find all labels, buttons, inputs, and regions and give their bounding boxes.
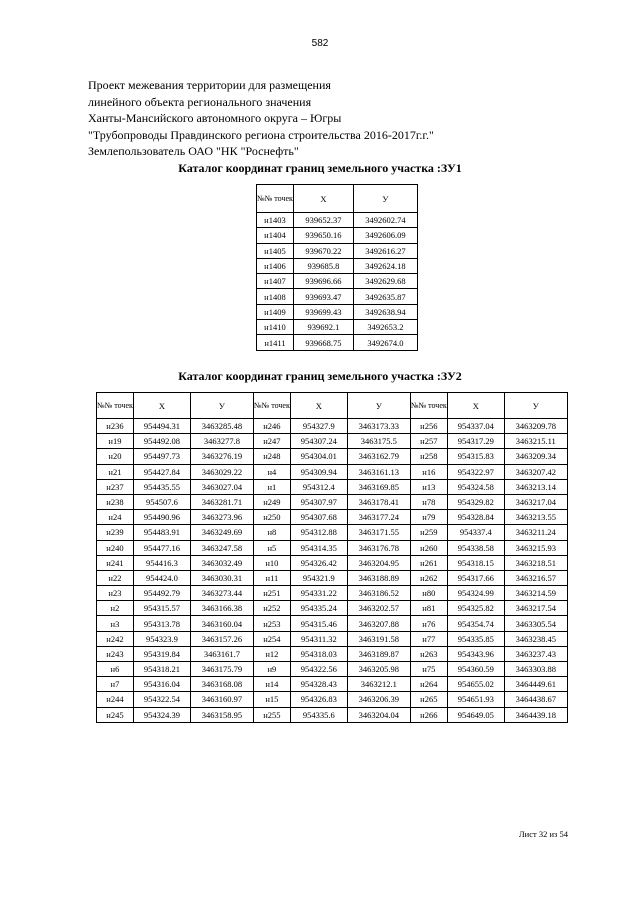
- point-id-cell: н1409: [257, 304, 294, 319]
- point-id-cell: н10: [253, 555, 290, 570]
- point-id-cell: н261: [410, 555, 447, 570]
- point-id-cell: н22: [97, 570, 134, 585]
- point-id-cell: н242: [97, 631, 134, 646]
- y-coordinate-cell: 3463032.49: [190, 555, 253, 570]
- x-coordinate-cell: 954649.05: [447, 707, 504, 722]
- x-coordinate-cell: 954360.59: [447, 662, 504, 677]
- y-coordinate-cell: 3463273.44: [190, 586, 253, 601]
- point-id-cell: н23: [97, 586, 134, 601]
- x-coordinate-cell: 954335.24: [290, 601, 347, 616]
- y-coordinate-cell: 3463276.19: [190, 449, 253, 464]
- point-id-cell: н2: [97, 601, 134, 616]
- point-id-cell: н259: [410, 525, 447, 540]
- table-row: [257, 228, 418, 243]
- x-coordinate-cell: 954424.0: [133, 570, 190, 585]
- table-row: [97, 434, 568, 449]
- y-coordinate-cell: 3492635.87: [353, 289, 417, 304]
- table-row: [97, 449, 568, 464]
- x-coordinate-cell: 954655.02: [447, 677, 504, 692]
- point-id-cell: н15: [253, 692, 290, 707]
- point-id-cell: н249: [253, 494, 290, 509]
- document-header: [88, 77, 434, 160]
- table-row: [257, 335, 418, 350]
- y-coordinate-cell: 3463030.31: [190, 570, 253, 585]
- point-id-cell: н246: [253, 419, 290, 434]
- point-id-cell: н247: [253, 434, 290, 449]
- point-id-cell: н21: [97, 464, 134, 479]
- point-id-cell: н239: [97, 525, 134, 540]
- table-row: [97, 692, 568, 707]
- y-coordinate-cell: 3463212.1: [347, 677, 410, 692]
- x-coordinate-cell: 954435.55: [133, 479, 190, 494]
- y-coordinate-cell: 3463207.42: [504, 464, 567, 479]
- y-coordinate-cell: 3463027.04: [190, 479, 253, 494]
- y-coordinate-cell: 3463029.22: [190, 464, 253, 479]
- y-coordinate-cell: 3463213.14: [504, 479, 567, 494]
- point-id-cell: н19: [97, 434, 134, 449]
- point-id-cell: н3: [97, 616, 134, 631]
- x-coordinate-cell: 954477.16: [133, 540, 190, 555]
- point-id-cell: н1407: [257, 274, 294, 289]
- y-coordinate-cell: 3463213.55: [504, 510, 567, 525]
- y-coordinate-cell: 3463191.58: [347, 631, 410, 646]
- table-row: [97, 540, 568, 555]
- sheet-counter: Лист 32 из 54: [518, 829, 568, 839]
- table-row: [257, 304, 418, 319]
- point-id-cell: н253: [253, 616, 290, 631]
- point-id-cell: н76: [410, 616, 447, 631]
- point-id-cell: н81: [410, 601, 447, 616]
- point-id-cell: н257: [410, 434, 447, 449]
- x-coordinate-cell: 954318.03: [290, 646, 347, 661]
- x-coordinate-cell: 954307.97: [290, 494, 347, 509]
- x-coordinate-cell: 939652.37: [293, 213, 353, 228]
- y-coordinate-cell: 3463188.89: [347, 570, 410, 585]
- x-coordinate-cell: 954326.83: [290, 692, 347, 707]
- x-coordinate-cell: 954322.54: [133, 692, 190, 707]
- column-header-point: №№ точек: [253, 393, 290, 419]
- x-coordinate-cell: 954490.96: [133, 510, 190, 525]
- table-row: [97, 601, 568, 616]
- point-id-cell: н262: [410, 570, 447, 585]
- x-coordinate-cell: 954315.57: [133, 601, 190, 616]
- y-coordinate-cell: 3463247.58: [190, 540, 253, 555]
- point-id-cell: н254: [253, 631, 290, 646]
- point-id-cell: н4: [253, 464, 290, 479]
- x-coordinate-cell: 954329.82: [447, 494, 504, 509]
- x-coordinate-cell: 954312.4: [290, 479, 347, 494]
- y-coordinate-cell: 3463177.24: [347, 510, 410, 525]
- x-coordinate-cell: 954494.31: [133, 419, 190, 434]
- x-coordinate-cell: 954321.9: [290, 570, 347, 585]
- y-coordinate-cell: 3463166.38: [190, 601, 253, 616]
- table-row: [257, 258, 418, 273]
- point-id-cell: н14: [253, 677, 290, 692]
- table-header-row: [257, 185, 418, 213]
- column-header-y: У: [347, 393, 410, 419]
- y-coordinate-cell: 3463160.97: [190, 692, 253, 707]
- x-coordinate-cell: 954324.39: [133, 707, 190, 722]
- x-coordinate-cell: 954311.32: [290, 631, 347, 646]
- point-id-cell: н8: [253, 525, 290, 540]
- y-coordinate-cell: 3463249.69: [190, 525, 253, 540]
- header-line: "Трубопроводы Правдинского региона строительства 2016-2017г.г.": [88, 127, 434, 142]
- x-coordinate-cell: 954307.24: [290, 434, 347, 449]
- y-coordinate-cell: 3492629.68: [353, 274, 417, 289]
- point-id-cell: н12: [253, 646, 290, 661]
- y-coordinate-cell: 3464449.61: [504, 677, 567, 692]
- table-row: [97, 479, 568, 494]
- point-id-cell: н1411: [257, 335, 294, 350]
- point-id-cell: н265: [410, 692, 447, 707]
- y-coordinate-cell: 3492653.2: [353, 320, 417, 335]
- table-row: [97, 494, 568, 509]
- x-coordinate-cell: 954317.66: [447, 570, 504, 585]
- y-coordinate-cell: 3463277.8: [190, 434, 253, 449]
- table-row: [97, 662, 568, 677]
- y-coordinate-cell: 3463303.88: [504, 662, 567, 677]
- y-coordinate-cell: 3492606.09: [353, 228, 417, 243]
- y-coordinate-cell: 3463217.04: [504, 494, 567, 509]
- y-coordinate-cell: 3463211.24: [504, 525, 567, 540]
- x-coordinate-cell: 939685.8: [293, 258, 353, 273]
- point-id-cell: н6: [97, 662, 134, 677]
- y-coordinate-cell: 3463157.26: [190, 631, 253, 646]
- x-coordinate-cell: 954328.84: [447, 510, 504, 525]
- point-id-cell: н80: [410, 586, 447, 601]
- x-coordinate-cell: 954492.08: [133, 434, 190, 449]
- header-line: линейного объекта регионального значения: [88, 94, 312, 109]
- x-coordinate-cell: 939668.75: [293, 335, 353, 350]
- y-coordinate-cell: 3463204.04: [347, 707, 410, 722]
- x-coordinate-cell: 939670.22: [293, 243, 353, 258]
- column-header-y: У: [353, 185, 417, 213]
- point-id-cell: н248: [253, 449, 290, 464]
- point-id-cell: н264: [410, 677, 447, 692]
- x-coordinate-cell: 954324.58: [447, 479, 504, 494]
- point-id-cell: н9: [253, 662, 290, 677]
- point-id-cell: н5: [253, 540, 290, 555]
- coordinates-table-zu1: [256, 184, 418, 351]
- y-coordinate-cell: 3463161.13: [347, 464, 410, 479]
- point-id-cell: н1404: [257, 228, 294, 243]
- y-coordinate-cell: 3463206.39: [347, 692, 410, 707]
- y-coordinate-cell: 3463215.93: [504, 540, 567, 555]
- x-coordinate-cell: 954337.4: [447, 525, 504, 540]
- column-header-point: №№ точек: [410, 393, 447, 419]
- x-coordinate-cell: 939692.1: [293, 320, 353, 335]
- x-coordinate-cell: 954304.01: [290, 449, 347, 464]
- column-header-x: Х: [447, 393, 504, 419]
- x-coordinate-cell: 954507.6: [133, 494, 190, 509]
- x-coordinate-cell: 954325.82: [447, 601, 504, 616]
- column-header-y: У: [504, 393, 567, 419]
- point-id-cell: н77: [410, 631, 447, 646]
- column-header-x: Х: [133, 393, 190, 419]
- table-row: [257, 213, 418, 228]
- table-row: [257, 320, 418, 335]
- y-coordinate-cell: 3463168.08: [190, 677, 253, 692]
- x-coordinate-cell: 954313.78: [133, 616, 190, 631]
- x-coordinate-cell: 954427.84: [133, 464, 190, 479]
- table-row: [257, 289, 418, 304]
- y-coordinate-cell: 3463162.79: [347, 449, 410, 464]
- point-id-cell: н241: [97, 555, 134, 570]
- x-coordinate-cell: 954354.74: [447, 616, 504, 631]
- y-coordinate-cell: 3464438.67: [504, 692, 567, 707]
- table2-title: Каталог координат границ земельного участка :ЗУ2: [178, 369, 462, 383]
- point-id-cell: н258: [410, 449, 447, 464]
- table-row: [97, 586, 568, 601]
- point-id-cell: н238: [97, 494, 134, 509]
- table-row: [97, 464, 568, 479]
- column-header-x: Х: [290, 393, 347, 419]
- x-coordinate-cell: 954312.88: [290, 525, 347, 540]
- x-coordinate-cell: 954322.97: [447, 464, 504, 479]
- x-coordinate-cell: 939699.43: [293, 304, 353, 319]
- x-coordinate-cell: 954337.04: [447, 419, 504, 434]
- table-row: [97, 419, 568, 434]
- x-coordinate-cell: 954416.3: [133, 555, 190, 570]
- y-coordinate-cell: 3492624.18: [353, 258, 417, 273]
- table-row: [257, 243, 418, 258]
- point-id-cell: н1403: [257, 213, 294, 228]
- y-coordinate-cell: 3463178.41: [347, 494, 410, 509]
- y-coordinate-cell: 3463285.48: [190, 419, 253, 434]
- point-id-cell: н263: [410, 646, 447, 661]
- x-coordinate-cell: 954328.43: [290, 677, 347, 692]
- x-coordinate-cell: 954318.15: [447, 555, 504, 570]
- y-coordinate-cell: 3463171.55: [347, 525, 410, 540]
- point-id-cell: н1: [253, 479, 290, 494]
- y-coordinate-cell: 3463305.54: [504, 616, 567, 631]
- x-coordinate-cell: 954316.04: [133, 677, 190, 692]
- column-header-y: У: [190, 393, 253, 419]
- x-coordinate-cell: 954314.35: [290, 540, 347, 555]
- table-row: [97, 646, 568, 661]
- header-line: Землепользователь ОАО "НК "Роснефть": [88, 144, 299, 158]
- y-coordinate-cell: 3463207.88: [347, 616, 410, 631]
- y-coordinate-cell: 3463216.57: [504, 570, 567, 585]
- table1-body: [257, 213, 418, 351]
- point-id-cell: н75: [410, 662, 447, 677]
- point-id-cell: н79: [410, 510, 447, 525]
- point-id-cell: н78: [410, 494, 447, 509]
- point-id-cell: н16: [410, 464, 447, 479]
- x-coordinate-cell: 954315.83: [447, 449, 504, 464]
- point-id-cell: н1405: [257, 243, 294, 258]
- y-coordinate-cell: 3463158.95: [190, 707, 253, 722]
- point-id-cell: н240: [97, 540, 134, 555]
- column-header-point: №№ точек: [97, 393, 134, 419]
- page-number: 582: [311, 38, 329, 49]
- x-coordinate-cell: 954331.22: [290, 586, 347, 601]
- x-coordinate-cell: 954343.96: [447, 646, 504, 661]
- header-line: Проект межевания территории для размещения: [88, 78, 331, 92]
- point-id-cell: н7: [97, 677, 134, 692]
- x-coordinate-cell: 954307.68: [290, 510, 347, 525]
- x-coordinate-cell: 939650.16: [293, 228, 353, 243]
- x-coordinate-cell: 954326.42: [290, 555, 347, 570]
- point-id-cell: н20: [97, 449, 134, 464]
- point-id-cell: н251: [253, 586, 290, 601]
- x-coordinate-cell: 954309.94: [290, 464, 347, 479]
- coordinates-table-zu2: [96, 392, 568, 723]
- y-coordinate-cell: 3492602.74: [353, 213, 417, 228]
- table-row: [97, 677, 568, 692]
- point-id-cell: н245: [97, 707, 134, 722]
- point-id-cell: н266: [410, 707, 447, 722]
- table-row: [97, 525, 568, 540]
- y-coordinate-cell: 3463273.96: [190, 510, 253, 525]
- table-row: [97, 707, 568, 722]
- table-row: [97, 616, 568, 631]
- y-coordinate-cell: 3463218.51: [504, 555, 567, 570]
- x-coordinate-cell: 954315.46: [290, 616, 347, 631]
- point-id-cell: н243: [97, 646, 134, 661]
- y-coordinate-cell: 3463169.85: [347, 479, 410, 494]
- y-coordinate-cell: 3492616.27: [353, 243, 417, 258]
- y-coordinate-cell: 3463175.79: [190, 662, 253, 677]
- x-coordinate-cell: 954335.85: [447, 631, 504, 646]
- y-coordinate-cell: 3492638.94: [353, 304, 417, 319]
- point-id-cell: н244: [97, 692, 134, 707]
- y-coordinate-cell: 3492674.0: [353, 335, 417, 350]
- point-id-cell: н13: [410, 479, 447, 494]
- x-coordinate-cell: 939693.47: [293, 289, 353, 304]
- table-row: [97, 631, 568, 646]
- y-coordinate-cell: 3463281.71: [190, 494, 253, 509]
- x-coordinate-cell: 939696.66: [293, 274, 353, 289]
- y-coordinate-cell: 3463215.11: [504, 434, 567, 449]
- y-coordinate-cell: 3463189.87: [347, 646, 410, 661]
- y-coordinate-cell: 3463186.52: [347, 586, 410, 601]
- x-coordinate-cell: 954497.73: [133, 449, 190, 464]
- table-row: [97, 555, 568, 570]
- point-id-cell: н11: [253, 570, 290, 585]
- x-coordinate-cell: 954335.6: [290, 707, 347, 722]
- y-coordinate-cell: 3463209.78: [504, 419, 567, 434]
- y-coordinate-cell: 3463160.04: [190, 616, 253, 631]
- y-coordinate-cell: 3463202.57: [347, 601, 410, 616]
- header-line: Ханты-Мансийского автономного округа – Югры: [88, 111, 342, 125]
- point-id-cell: н250: [253, 510, 290, 525]
- point-id-cell: н260: [410, 540, 447, 555]
- table-row: [257, 274, 418, 289]
- table2-body: [97, 419, 568, 723]
- point-id-cell: н24: [97, 510, 134, 525]
- x-coordinate-cell: 954322.56: [290, 662, 347, 677]
- point-id-cell: н256: [410, 419, 447, 434]
- y-coordinate-cell: 3463237.43: [504, 646, 567, 661]
- point-id-cell: н255: [253, 707, 290, 722]
- x-coordinate-cell: 954323.9: [133, 631, 190, 646]
- y-coordinate-cell: 3463204.95: [347, 555, 410, 570]
- y-coordinate-cell: 3463217.54: [504, 601, 567, 616]
- point-id-cell: н1408: [257, 289, 294, 304]
- table1-title: Каталог координат границ земельного участка :ЗУ1: [178, 161, 462, 175]
- y-coordinate-cell: 3464439.18: [504, 707, 567, 722]
- column-header-x: Х: [293, 185, 353, 213]
- x-coordinate-cell: 954319.84: [133, 646, 190, 661]
- point-id-cell: н1410: [257, 320, 294, 335]
- y-coordinate-cell: 3463209.34: [504, 449, 567, 464]
- y-coordinate-cell: 3463161.7: [190, 646, 253, 661]
- x-coordinate-cell: 954338.58: [447, 540, 504, 555]
- x-coordinate-cell: 954651.93: [447, 692, 504, 707]
- table-row: [97, 570, 568, 585]
- x-coordinate-cell: 954492.79: [133, 586, 190, 601]
- y-coordinate-cell: 3463176.78: [347, 540, 410, 555]
- point-id-cell: н1406: [257, 258, 294, 273]
- x-coordinate-cell: 954327.9: [290, 419, 347, 434]
- table-header-row: [97, 393, 568, 419]
- y-coordinate-cell: 3463214.59: [504, 586, 567, 601]
- y-coordinate-cell: 3463173.33: [347, 419, 410, 434]
- y-coordinate-cell: 3463175.5: [347, 434, 410, 449]
- x-coordinate-cell: 954317.29: [447, 434, 504, 449]
- x-coordinate-cell: 954318.21: [133, 662, 190, 677]
- column-header-point: №№ точек: [257, 185, 294, 213]
- point-id-cell: н236: [97, 419, 134, 434]
- table-row: [97, 510, 568, 525]
- point-id-cell: н237: [97, 479, 134, 494]
- y-coordinate-cell: 3463238.45: [504, 631, 567, 646]
- point-id-cell: н252: [253, 601, 290, 616]
- x-coordinate-cell: 954483.91: [133, 525, 190, 540]
- x-coordinate-cell: 954324.99: [447, 586, 504, 601]
- y-coordinate-cell: 3463205.98: [347, 662, 410, 677]
